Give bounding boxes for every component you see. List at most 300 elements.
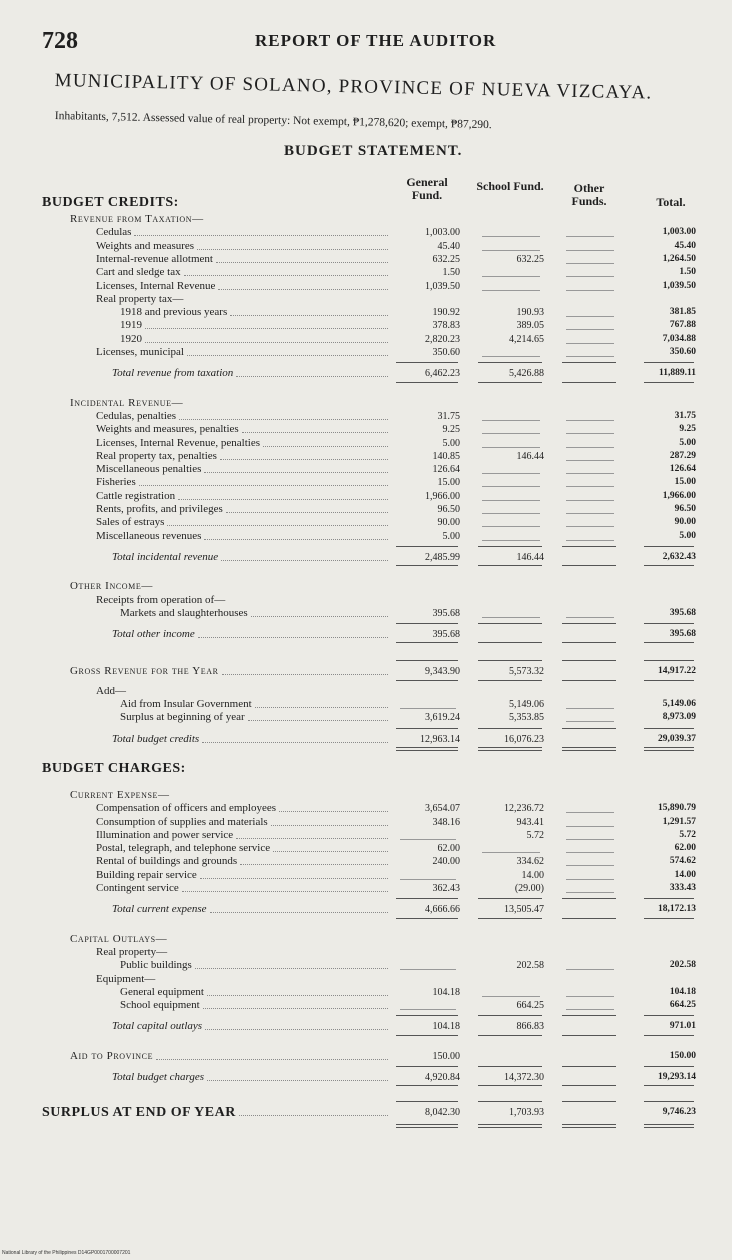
blank-cell-line (566, 826, 614, 827)
double-rule (562, 750, 616, 751)
cell-general: 1,966.00 (425, 490, 460, 502)
row-label: Consumption of supplies and materials (96, 815, 268, 828)
dot-leader (263, 446, 388, 447)
total-rule (478, 898, 542, 899)
total-rule (562, 660, 616, 661)
dot-leader (139, 485, 388, 486)
table-row (0, 855, 732, 868)
dot-leader (236, 376, 388, 377)
dot-leader (279, 811, 388, 812)
dot-leader (156, 1059, 388, 1060)
blank-cell-line (482, 433, 540, 434)
table-row (0, 628, 732, 641)
library-footer: National Library of the Philippines D14GP0001700007201 (2, 1250, 131, 1256)
total-rule (562, 898, 616, 899)
blank-cell-line (566, 721, 614, 722)
table-row (0, 802, 732, 815)
cell-total: 9.25 (679, 424, 696, 435)
total-underline (478, 565, 542, 566)
blank-cell-line (482, 236, 540, 237)
total-underline (644, 1035, 694, 1036)
cell-school: 202.58 (516, 960, 544, 972)
cell-general: 62.00 (437, 843, 460, 855)
cell-total: 90.00 (674, 517, 696, 528)
total-underline (396, 642, 458, 643)
cell-total: 1,039.50 (662, 280, 696, 291)
table-row (0, 346, 732, 359)
dot-leader (230, 315, 388, 316)
row-label: General equipment (120, 985, 204, 998)
row-label: 1918 and previous years (120, 306, 228, 319)
total-underline (478, 382, 542, 383)
cell-general: 9.25 (442, 424, 460, 436)
dot-leader (198, 637, 388, 638)
blank-cell-line (566, 1009, 614, 1010)
total-underline (396, 565, 458, 566)
cell-school: 146.44 (516, 551, 544, 563)
cell-total: 5.00 (679, 437, 696, 448)
dot-leader (179, 419, 388, 420)
blank-cell-line (566, 447, 614, 448)
blank-cell-line (566, 812, 614, 813)
blank-cell-line (482, 526, 540, 527)
row-label: Illumination and power service (96, 828, 234, 841)
table-row (0, 842, 732, 855)
table-row (0, 551, 732, 564)
total-rule (644, 898, 694, 899)
dot-leader (195, 968, 388, 969)
cell-total: 62.00 (674, 843, 696, 854)
cell-total: 333.43 (669, 883, 696, 893)
cell-total: 96.50 (674, 504, 696, 514)
blank-cell-line (482, 356, 540, 357)
row-label: Other Income— (70, 580, 153, 593)
table-row (0, 973, 732, 986)
table-row (0, 959, 732, 972)
row-label: Internal-revenue allotment (96, 252, 213, 265)
cell-general: 140.85 (432, 450, 460, 462)
dot-leader (178, 499, 388, 500)
total-rule (562, 623, 616, 624)
cell-general: 1,003.00 (425, 227, 460, 239)
row-label: Add— (96, 684, 126, 697)
dot-leader (218, 289, 388, 290)
table-row (0, 882, 732, 895)
cell-total: 1,003.00 (662, 227, 696, 238)
blank-cell-line (482, 540, 540, 541)
row-label: BUDGET CREDITS: (42, 195, 179, 210)
blank-cell-line (566, 526, 614, 527)
dot-leader (236, 838, 388, 839)
double-rule (396, 747, 458, 748)
cell-general: 45.40 (437, 240, 460, 252)
row-label: Revenue from Taxation— (70, 213, 204, 225)
cell-school: (29.00) (514, 883, 544, 894)
cell-school: 389.05 (516, 320, 544, 332)
total-underline (644, 642, 694, 643)
table-row (0, 293, 732, 306)
cell-total: 1,291.57 (662, 816, 696, 827)
cell-total: 18,172.13 (658, 904, 696, 915)
total-rule (396, 898, 458, 899)
row-label: Current Expense— (70, 788, 170, 801)
table-row (0, 240, 732, 253)
cell-general: 2,485.99 (425, 551, 460, 563)
blank-cell-line (566, 236, 614, 237)
cell-school: 5,573.32 (509, 666, 544, 678)
row-label: Licenses, Internal Revenue, penalties (96, 436, 261, 449)
cell-school: 12,236.72 (504, 803, 544, 815)
cell-total: 8,973.09 (662, 712, 696, 723)
row-label: Contingent service (96, 882, 179, 894)
blank-cell-line (566, 433, 614, 434)
table-row (0, 594, 732, 607)
table-row (0, 733, 732, 746)
total-underline (396, 918, 458, 919)
table-row (0, 463, 732, 476)
total-underline (562, 565, 616, 566)
double-rule (478, 1127, 542, 1128)
double-rule (562, 1124, 616, 1125)
total-rule (396, 1101, 458, 1102)
blank-cell-line (400, 879, 456, 880)
cell-school: 14,372.30 (504, 1072, 544, 1083)
row-label: Postal, telegraph, and telephone service (96, 842, 271, 855)
cell-school: 16,076.23 (504, 733, 544, 745)
total-rule (644, 362, 694, 363)
table-row (0, 789, 732, 802)
total-rule (478, 362, 542, 363)
double-rule (478, 1124, 542, 1125)
total-underline (644, 1085, 694, 1086)
table-row (0, 437, 732, 450)
double-rule (644, 1124, 694, 1125)
total-rule (644, 623, 694, 624)
total-rule (478, 728, 542, 729)
row-label: Fisheries (96, 476, 136, 489)
row-label: Capital Outlays— (70, 932, 168, 945)
cell-school: 334.62 (516, 856, 544, 868)
dot-leader (248, 720, 388, 721)
cell-general: 31.75 (437, 410, 460, 422)
total-rule (644, 1066, 694, 1067)
row-label: Building repair service (96, 868, 197, 881)
table-row (0, 266, 732, 279)
table-row (0, 397, 732, 410)
cell-general: 12,963.14 (420, 733, 460, 745)
cell-school: 5,149.06 (509, 699, 544, 710)
cell-general: 150.00 (432, 1050, 460, 1062)
total-rule (396, 623, 458, 624)
municipality-title: MUNICIPALITY OF SOLANO, PROVINCE OF NUEVA VIZCAYA. (54, 70, 653, 104)
double-rule (396, 1127, 458, 1128)
column-header-total: Total. (656, 195, 686, 209)
dot-leader (222, 674, 388, 675)
dot-leader (216, 262, 388, 263)
row-label: Sales of estrays (96, 516, 165, 529)
dot-leader (255, 707, 388, 708)
table-row (0, 333, 732, 346)
inhabitants-line: Inhabitants, 7,512. Assessed value of real property: Not exempt, ₱1,278,620; exempt, ₱87,290. (54, 110, 492, 132)
dot-leader (200, 878, 388, 879)
dot-leader (221, 560, 388, 561)
total-underline (396, 1035, 458, 1036)
table-row (0, 423, 732, 436)
total-rule (562, 1066, 616, 1067)
row-label: Total budget charges (112, 1071, 205, 1083)
cell-school: 14.00 (521, 869, 544, 881)
row-label: Weights and measures, penalties (96, 423, 239, 436)
dot-leader (271, 825, 388, 826)
cell-total: 5,149.06 (662, 699, 696, 709)
table-row (0, 530, 732, 543)
dot-leader (187, 355, 388, 356)
cell-general: 1,039.50 (425, 280, 460, 292)
table-row (0, 685, 732, 698)
double-rule (396, 1124, 458, 1125)
table-row (0, 516, 732, 529)
blank-cell-line (566, 996, 614, 997)
cell-total: 14.00 (674, 869, 696, 880)
row-label: Total revenue from taxation (112, 367, 234, 380)
double-rule (478, 750, 542, 751)
table-row (0, 869, 732, 882)
blank-cell-line (566, 617, 614, 618)
double-rule (644, 750, 694, 751)
row-label: BUDGET CHARGES: (42, 760, 186, 776)
cell-general: 3,619.24 (425, 712, 460, 724)
table-row (0, 816, 732, 829)
table-row (0, 450, 732, 463)
dot-leader (240, 864, 388, 865)
row-label: Receipts from operation of— (96, 593, 226, 606)
blank-cell-line (566, 250, 614, 251)
row-label: Weights and measures (96, 239, 195, 252)
row-label: Equipment— (96, 972, 156, 985)
cell-total: 5.72 (679, 829, 696, 840)
cell-general: 104.18 (432, 1021, 460, 1033)
row-label: Public buildings (120, 959, 192, 972)
blank-cell-line (482, 617, 540, 618)
row-label: SURPLUS AT END OF YEAR (42, 1105, 236, 1121)
dot-leader (251, 616, 388, 617)
cell-school: 866.83 (516, 1021, 544, 1033)
blank-cell-line (400, 969, 456, 970)
dot-leader (134, 235, 388, 236)
row-label: Miscellaneous revenues (96, 529, 202, 542)
table-row (0, 1050, 732, 1063)
total-rule (396, 660, 458, 661)
total-rule (478, 1015, 542, 1016)
cell-school: 943.41 (516, 816, 544, 828)
dot-leader (197, 249, 388, 250)
blank-cell-line (566, 343, 614, 344)
blank-cell-line (566, 473, 614, 474)
blank-cell-line (400, 708, 456, 709)
row-label: Gross Revenue for the Year (70, 665, 219, 678)
dot-leader (167, 525, 388, 526)
total-underline (644, 382, 694, 383)
cell-school: 146.44 (516, 450, 544, 462)
dot-leader (207, 995, 388, 996)
blank-cell-line (482, 447, 540, 448)
cell-total: 202.58 (669, 960, 696, 971)
dot-leader (207, 1080, 388, 1081)
row-label: Licenses, municipal (96, 346, 184, 358)
cell-general: 15.00 (437, 477, 460, 489)
total-rule (562, 362, 616, 363)
dot-leader (202, 742, 388, 743)
row-label: Compensation of officers and employees (96, 802, 277, 815)
cell-school: 13,505.47 (504, 904, 544, 916)
total-underline (396, 680, 458, 681)
blank-cell-line (566, 290, 614, 291)
total-rule (562, 728, 616, 729)
cell-general: 90.00 (437, 517, 460, 529)
cell-total: 287.29 (669, 450, 696, 461)
blank-cell-line (566, 329, 614, 330)
cell-general: 350.60 (432, 347, 460, 358)
blank-cell-line (566, 316, 614, 317)
cell-total: 971.01 (669, 1021, 696, 1032)
blank-cell-line (482, 486, 540, 487)
cell-total: 14,917.22 (658, 666, 696, 677)
table-row (0, 986, 732, 999)
cell-general: 3,654.07 (425, 803, 460, 815)
blank-cell-line (566, 540, 614, 541)
cell-general: 2,820.23 (425, 333, 460, 345)
dot-leader (145, 328, 388, 329)
cell-school: 190.93 (516, 307, 544, 319)
blank-cell-line (482, 996, 540, 997)
row-label: Cattle registration (96, 489, 176, 502)
cell-total: 395.68 (669, 629, 696, 640)
total-rule (478, 623, 542, 624)
table-row (0, 226, 732, 239)
total-underline (478, 680, 542, 681)
cell-general: 348.16 (432, 816, 460, 828)
cell-general: 395.68 (432, 607, 460, 619)
blank-cell-line (482, 250, 540, 251)
double-rule (562, 1127, 616, 1128)
total-underline (478, 1035, 542, 1036)
dot-leader (145, 342, 388, 343)
cell-general: 5.00 (442, 530, 460, 542)
row-label: Total incidental revenue (112, 550, 219, 563)
blank-cell-line (482, 473, 540, 474)
cell-general: 8,042.30 (425, 1107, 460, 1119)
cell-general: 6,462.23 (425, 368, 460, 380)
total-rule (644, 660, 694, 661)
cell-general: 5.00 (442, 437, 460, 449)
column-header-other-funds: Other Funds. (571, 181, 607, 208)
total-rule (396, 362, 458, 363)
total-rule (644, 1101, 694, 1102)
table-row (0, 946, 732, 959)
cell-total: 1.50 (679, 267, 696, 278)
table-row (0, 903, 732, 916)
total-underline (562, 1085, 616, 1086)
blank-cell-line (400, 1009, 456, 1010)
total-rule (562, 1101, 616, 1102)
dot-leader (205, 1029, 388, 1030)
blank-cell-line (566, 879, 614, 880)
cell-total: 104.18 (669, 986, 696, 997)
cell-total: 9,746.23 (662, 1107, 696, 1118)
blank-cell-line (566, 500, 614, 501)
row-label: Rental of buildings and grounds (96, 855, 238, 868)
total-rule (644, 546, 694, 547)
cell-general: 4,920.84 (425, 1072, 460, 1083)
blank-cell-line (566, 263, 614, 264)
cell-general: 362.43 (432, 883, 460, 894)
blank-cell-line (482, 290, 540, 291)
blank-cell-line (566, 852, 614, 853)
dot-leader (184, 275, 388, 276)
row-label: Real property tax— (96, 292, 184, 305)
cell-school: 5,353.85 (509, 712, 544, 724)
dot-leader (226, 512, 388, 513)
cell-total: 395.68 (669, 607, 696, 618)
blank-cell-line (566, 708, 614, 709)
blank-cell-line (566, 865, 614, 866)
total-underline (562, 382, 616, 383)
cell-general: 240.00 (432, 856, 460, 868)
cell-total: 19,293.14 (658, 1072, 696, 1082)
row-label: Miscellaneous penalties (96, 463, 202, 476)
table-row (0, 503, 732, 516)
cell-total: 767.88 (669, 320, 696, 331)
total-underline (562, 1035, 616, 1036)
total-underline (562, 642, 616, 643)
total-underline (562, 918, 616, 919)
blank-cell-line (482, 276, 540, 277)
cell-school: 1,703.93 (509, 1107, 544, 1119)
total-rule (478, 660, 542, 661)
table-row (0, 999, 732, 1012)
cell-total: 31.75 (674, 410, 696, 421)
cell-total: 29,039.37 (658, 733, 696, 744)
double-rule (644, 1127, 694, 1128)
cell-general: 104.18 (432, 986, 460, 998)
row-label: Cedulas, penalties (96, 409, 177, 422)
table-row (0, 490, 732, 503)
total-underline (396, 382, 458, 383)
cell-general: 378.83 (432, 320, 460, 332)
total-rule (396, 1015, 458, 1016)
statement-title: BUDGET STATEMENT. (284, 143, 463, 159)
cell-general: 4,666.66 (425, 904, 460, 916)
dot-leader (204, 472, 388, 473)
row-label: Aid to Province (70, 1049, 154, 1062)
table-row (0, 933, 732, 946)
cell-total: 11,889.11 (659, 368, 696, 379)
row-label: Cedulas (96, 226, 132, 239)
row-label: 1920 (120, 332, 142, 345)
table-row (0, 1071, 732, 1084)
cell-general: 632.25 (432, 253, 460, 265)
blank-cell-line (566, 839, 614, 840)
cell-general: 9,343.90 (425, 666, 460, 678)
cell-total: 45.40 (674, 240, 696, 251)
table-row (0, 829, 732, 842)
dot-leader (273, 851, 388, 852)
dot-leader (210, 912, 388, 913)
row-label: Markets and slaughterhouses (120, 606, 248, 619)
total-underline (396, 1085, 458, 1086)
total-underline (478, 918, 542, 919)
dot-leader (182, 891, 388, 892)
